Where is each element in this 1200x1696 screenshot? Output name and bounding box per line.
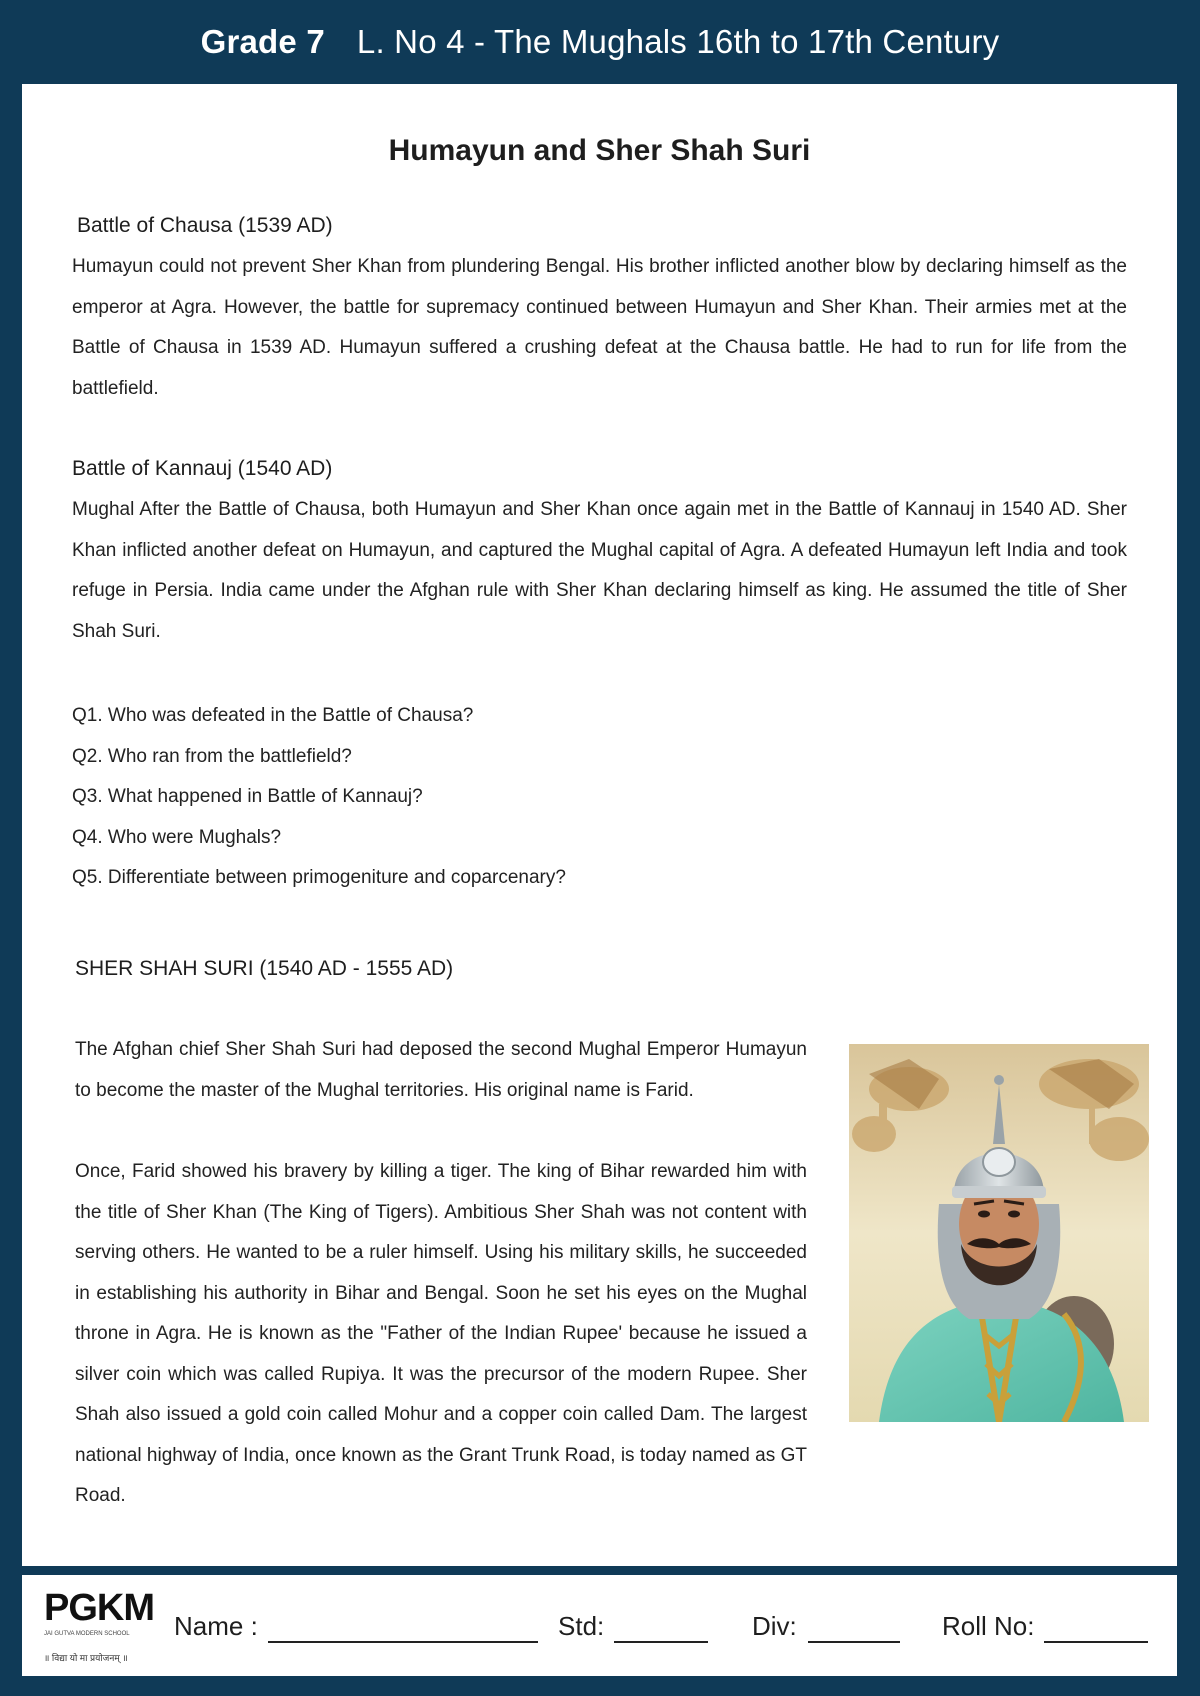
school-logo bbox=[44, 1587, 154, 1667]
section-text-kannauj: Mughal After the Battle of Chausa, both Humayun and Sher Khan once again met in the Battle of Kannauj in 1540 AD. Sher Khan inflicted another defeat on Humayun, and captured the Mughal capital of Agra. A defeated Humayun left India and took refuge in Persia. India came under the Afghan rule with Sher Khan declaring himself as king. He assumed the title of Sher Shah Suri. bbox=[72, 499, 1127, 642]
question-item: Q5. Differentiate between primogeniture and coparcenary? bbox=[72, 867, 566, 888]
page-header bbox=[0, 0, 1200, 84]
section-heading-chausa: Battle of Chausa (1539 AD) bbox=[77, 214, 333, 237]
worksheet-panel bbox=[22, 84, 1177, 1566]
std-label: Std: bbox=[558, 1611, 605, 1641]
name-field[interactable] bbox=[268, 1641, 538, 1643]
question-item: Q3. What happened in Battle of Kannauj? bbox=[72, 786, 423, 807]
sher-shah-para-1: The Afghan chief Sher Shah Suri had deposed the second Mughal Emperor Humayun to become the master of the Mughal territories. His original name is Farid. bbox=[75, 1039, 807, 1101]
name-label: Name : bbox=[174, 1611, 258, 1641]
section-text-chausa: Humayun could not prevent Sher Khan from plundering Bengal. His brother inflicted another blow by declaring himself as the emperor at Agra. However, the battle for supremacy continued between Humayun and Sher Khan. Their armies met at the Battle of Chausa in 1539 AD. Humayun suffered a crushing defeat at the Chausa battle. He had to run for life from the battlefield. bbox=[72, 256, 1127, 399]
student-info-footer bbox=[22, 1575, 1177, 1676]
div-label: Div: bbox=[752, 1611, 797, 1641]
logo-subtitle: JAI GUTVA MODERN SCHOOL bbox=[44, 1631, 130, 1637]
question-item: Q2. Who ran from the battlefield? bbox=[72, 745, 352, 767]
div-field[interactable] bbox=[808, 1641, 900, 1643]
roll-no-label: Roll No: bbox=[942, 1611, 1035, 1641]
sher-shah-heading: SHER SHAH SURI (1540 AD - 1555 AD) bbox=[75, 957, 454, 980]
grade-label: Grade 7 bbox=[200, 23, 325, 60]
sher-shah-para-2: Once, Farid showed his bravery by killing a tiger. The king of Bihar rewarded him with the title of Sher Khan (The King of Tigers). Ambitious Sher Shah was not content with serving others. He wanted to be a ruler himself. Using his military skills, he succeeded in establishing his authority in Bihar and Bengal. Soon he set his eyes on the Mughal throne in Agra. He is known as the "Father of the Indian Rupee' because he issued a silver coin which was called Rupiya. It was the precursor of the modern Rupee. Sher Shah also issued a gold coin called Mohur and a copper coin called Dam. The largest national highway of India, once known as the Grant Trunk Road, is today named as GT Road. bbox=[75, 1161, 807, 1506]
roll-no-field[interactable] bbox=[1044, 1641, 1148, 1643]
page-title: Humayun and Sher Shah Suri bbox=[388, 134, 811, 167]
question-item: Q4. Who were Mughals? bbox=[72, 826, 282, 848]
sher-shah-portrait bbox=[849, 1044, 1149, 1422]
sher-shah-portrait-image bbox=[849, 1044, 1149, 1422]
std-field[interactable] bbox=[614, 1641, 708, 1643]
section-heading-kannauj: Battle of Kannauj (1540 AD) bbox=[72, 457, 333, 480]
logo-wordmark: PGKM bbox=[44, 1587, 154, 1629]
question-item: Q1. Who was defeated in the Battle of Chausa? bbox=[72, 705, 474, 726]
question-list bbox=[72, 696, 566, 899]
lesson-title: L. No 4 - The Mughals 16th to 17th Century bbox=[356, 23, 1000, 60]
logo-motto: ॥ विद्या यो मा प्रयोजनम् ॥ bbox=[44, 1653, 128, 1663]
